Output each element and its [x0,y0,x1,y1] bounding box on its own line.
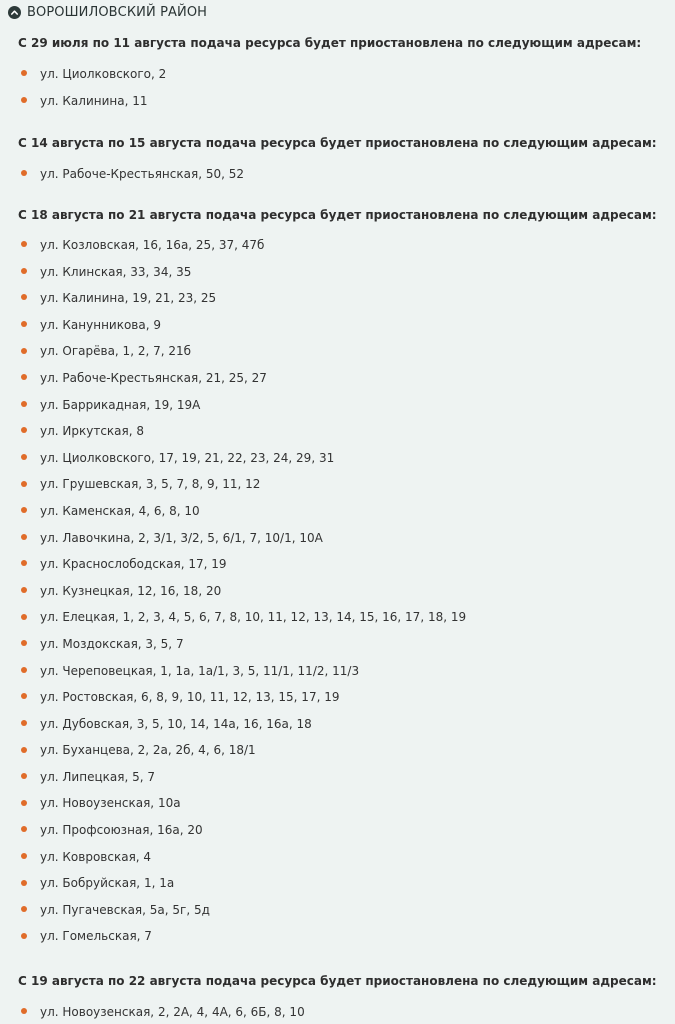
address-text: ул. Рабоче-Крестьянская, 50, 52 [40,167,244,181]
address-text: ул. Иркутская, 8 [40,424,145,439]
list-item [18,604,658,631]
section-heading: С 14 августа по 15 августа подача ресурса будет приостановлена по следующим адресам: [18,136,657,150]
list-item [18,897,658,924]
list-item [18,285,658,312]
bullet-icon [21,294,27,300]
bullet-icon [21,268,27,274]
bullet-icon [21,720,27,726]
bullet-icon [21,773,27,779]
bullet-icon [21,427,27,433]
section-august-19 [18,973,658,1024]
address-text: ул. Череповецкая, 1, 1а, 1а/1, 3, 5, 11/1, 11/2, 11/3 [40,663,360,678]
list-item [18,764,658,791]
bullet-icon [21,374,27,380]
address-text: ул. Буханцева, 2, 2а, 2б, 4, 6, 18/1 [40,743,256,758]
bullet-icon [21,1008,27,1014]
list-item [18,365,658,392]
bullet-icon [21,534,27,540]
address-text: ул. Каменская, 4, 6, 8, 10 [40,503,200,518]
bullet-icon [21,853,27,859]
address-text: ул. Новоузенская, 10а [40,796,181,811]
bullet-icon [21,170,27,176]
list-item [18,870,658,897]
list-item [18,418,658,445]
list-item [18,578,658,605]
bullet-icon [21,321,27,327]
bullet-icon [21,507,27,513]
bullet-icon [21,481,27,487]
address-text: ул. Козловская, 16, 16а, 25, 37, 47б [40,238,265,252]
section-august-18 [18,207,658,950]
address-text: ул. Баррикадная, 19, 19А [40,397,201,412]
address-text: ул. Ковровская, 4 [40,849,152,864]
list-item [18,631,658,658]
address-text: ул. Краснослободская, 17, 19 [40,557,227,572]
section-heading: С 18 августа по 21 августа подача ресурса будет приостановлена по следующим адресам: [18,208,657,222]
district-accordion-header[interactable] [8,2,207,22]
bullet-icon [21,97,27,103]
bullet-icon [21,880,27,886]
section-july-29 [18,35,658,114]
list-item [18,551,658,578]
list-item [18,923,658,950]
address-list [18,999,658,1024]
bullet-icon [21,933,27,939]
list-item [18,790,658,817]
address-text: ул. Ростовская, 6, 8, 9, 10, 11, 12, 13, 15, 17, 19 [40,690,340,705]
bullet-icon [21,401,27,407]
bullet-icon [21,800,27,806]
address-text: ул. Липецкая, 5, 7 [40,769,155,784]
address-text: ул. Калинина, 11 [40,93,148,108]
list-item [18,312,658,339]
bullet-icon [21,587,27,593]
address-text: ул. Моздокская, 3, 5, 7 [40,636,184,651]
list-item [18,737,658,764]
list-item [18,259,658,286]
address-text: ул. Елецкая, 1, 2, 3, 4, 5, 6, 7, 8, 10, 11, 12, 13, 14, 15, 16, 17, 18, 19 [40,610,467,625]
address-text: ул. Кузнецкая, 12, 16, 18, 20 [40,583,222,598]
bullet-icon [21,560,27,566]
bullet-icon [21,747,27,753]
address-text: ул. Клинская, 33, 34, 35 [40,264,192,279]
bullet-icon [21,454,27,460]
list-item [18,498,658,525]
list-item [18,844,658,871]
list-item [18,61,658,88]
list-item [18,525,658,552]
bullet-icon [21,826,27,832]
address-text: ул. Дубовская, 3, 5, 10, 14, 14а, 16, 16а, 18 [40,716,312,731]
chevron-up-icon[interactable] [8,6,21,19]
list-item [18,232,658,259]
list-item [18,88,658,115]
bullet-icon [21,70,27,76]
section-heading: С 19 августа по 22 августа подача ресурса будет приостановлена по следующим адресам: [18,974,657,988]
address-text: ул. Гомельская, 7 [40,929,152,944]
address-text: ул. Профсоюзная, 16а, 20 [40,823,203,838]
bullet-icon [21,348,27,354]
bullet-icon [21,906,27,912]
district-title: ВОРОШИЛОВСКИЙ РАЙОН [27,4,208,20]
address-text: ул. Рабоче-Крестьянская, 21, 25, 27 [40,370,267,385]
address-text: ул. Циолковского, 17, 19, 21, 22, 23, 24, 29, 31 [40,450,335,465]
list-item [18,999,658,1024]
address-text: ул. Калинина, 19, 21, 23, 25 [40,291,217,306]
list-item [18,161,658,188]
bullet-icon [21,693,27,699]
list-item [18,684,658,711]
address-text: ул. Пугачевская, 5а, 5г, 5д [40,902,210,917]
address-text: ул. Новоузенская, 2, 2А, 4, 4А, 6, 6Б, 8, 10 [40,1005,305,1019]
list-item [18,445,658,472]
list-item [18,471,658,498]
list-item [18,658,658,685]
list-item [18,711,658,738]
section-august-14 [18,135,658,188]
address-list [18,61,658,114]
address-list [18,161,658,188]
address-text: ул. Грушевская, 3, 5, 7, 8, 9, 11, 12 [40,477,261,492]
address-text: ул. Бобруйская, 1, 1а [40,876,175,891]
address-list [18,232,658,950]
bullet-icon [21,640,27,646]
address-text: ул. Огарёва, 1, 2, 7, 21б [40,344,192,359]
list-item [18,817,658,844]
list-item [18,392,658,419]
bullet-icon [21,614,27,620]
address-text: ул. Канунникова, 9 [40,317,161,332]
list-item [18,338,658,365]
address-text: ул. Лавочкина, 2, 3/1, 3/2, 5, 6/1, 7, 10/1, 10А [40,530,323,545]
address-text: ул. Циолковского, 2 [40,67,167,81]
section-heading: С 29 июля по 11 августа подача ресурса будет приостановлена по следующим адресам: [18,36,642,50]
bullet-icon [21,667,27,673]
bullet-icon [21,241,27,247]
